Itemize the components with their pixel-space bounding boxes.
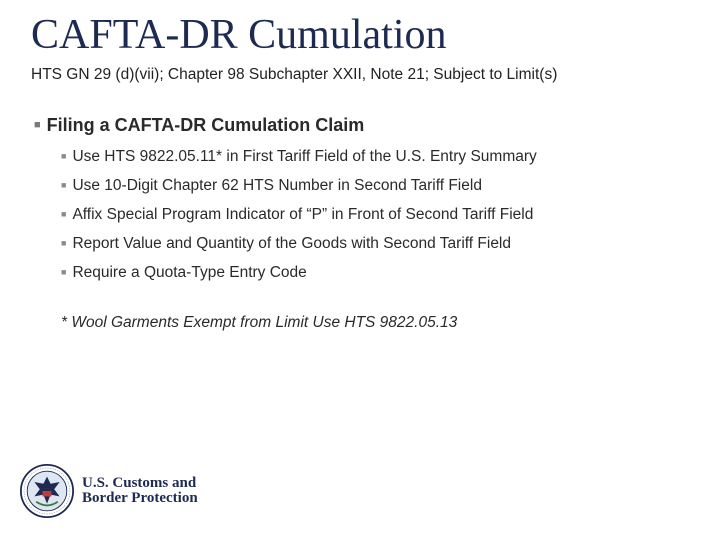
- cbp-logo: [20, 464, 198, 518]
- sub-bullet-list: [61, 142, 537, 287]
- square-bullet-icon: ■: [34, 119, 41, 131]
- sub-bullet-text: Use 10-Digit Chapter 62 HTS Number in Second Tariff Field: [72, 177, 482, 194]
- sub-bullet-text: Use HTS 9822.05.11* in First Tariff Field of the U.S. Entry Summary: [72, 148, 537, 165]
- slide-subtitle: HTS GN 29 (d)(vii); Chapter 98 Subchapter XXII, Note 21; Subject to Limit(s): [31, 66, 558, 83]
- logo-line1: U.S. Customs and: [82, 475, 197, 491]
- dhs-seal-icon: [20, 464, 74, 518]
- square-bullet-icon: ■: [61, 209, 67, 219]
- sub-bullet-item: [61, 171, 537, 200]
- cbp-wordmark: [82, 476, 198, 506]
- sub-bullet-text: Report Value and Quantity of the Goods with Second Tariff Field: [72, 235, 512, 252]
- sub-bullet-item: [61, 258, 537, 287]
- main-bullet: [34, 113, 364, 137]
- sub-bullet-text: Require a Quota-Type Entry Code: [72, 264, 307, 281]
- sub-bullet-item: [61, 200, 537, 229]
- slide-title: CAFTA-DR Cumulation: [31, 12, 447, 58]
- square-bullet-icon: ■: [61, 180, 67, 190]
- sub-bullet-item: [61, 142, 537, 171]
- sub-bullet-item: [61, 229, 537, 258]
- square-bullet-icon: ■: [61, 267, 67, 277]
- main-bullet-text: Filing a CAFTA-DR Cumulation Claim: [46, 115, 365, 135]
- logo-line2: Border Protection: [82, 490, 198, 506]
- square-bullet-icon: ■: [61, 151, 67, 161]
- footnote: * Wool Garments Exempt from Limit Use HTS 9822.05.13: [61, 314, 458, 331]
- sub-bullet-text: Affix Special Program Indicator of “P” in Front of Second Tariff Field: [72, 206, 534, 223]
- square-bullet-icon: ■: [61, 238, 67, 248]
